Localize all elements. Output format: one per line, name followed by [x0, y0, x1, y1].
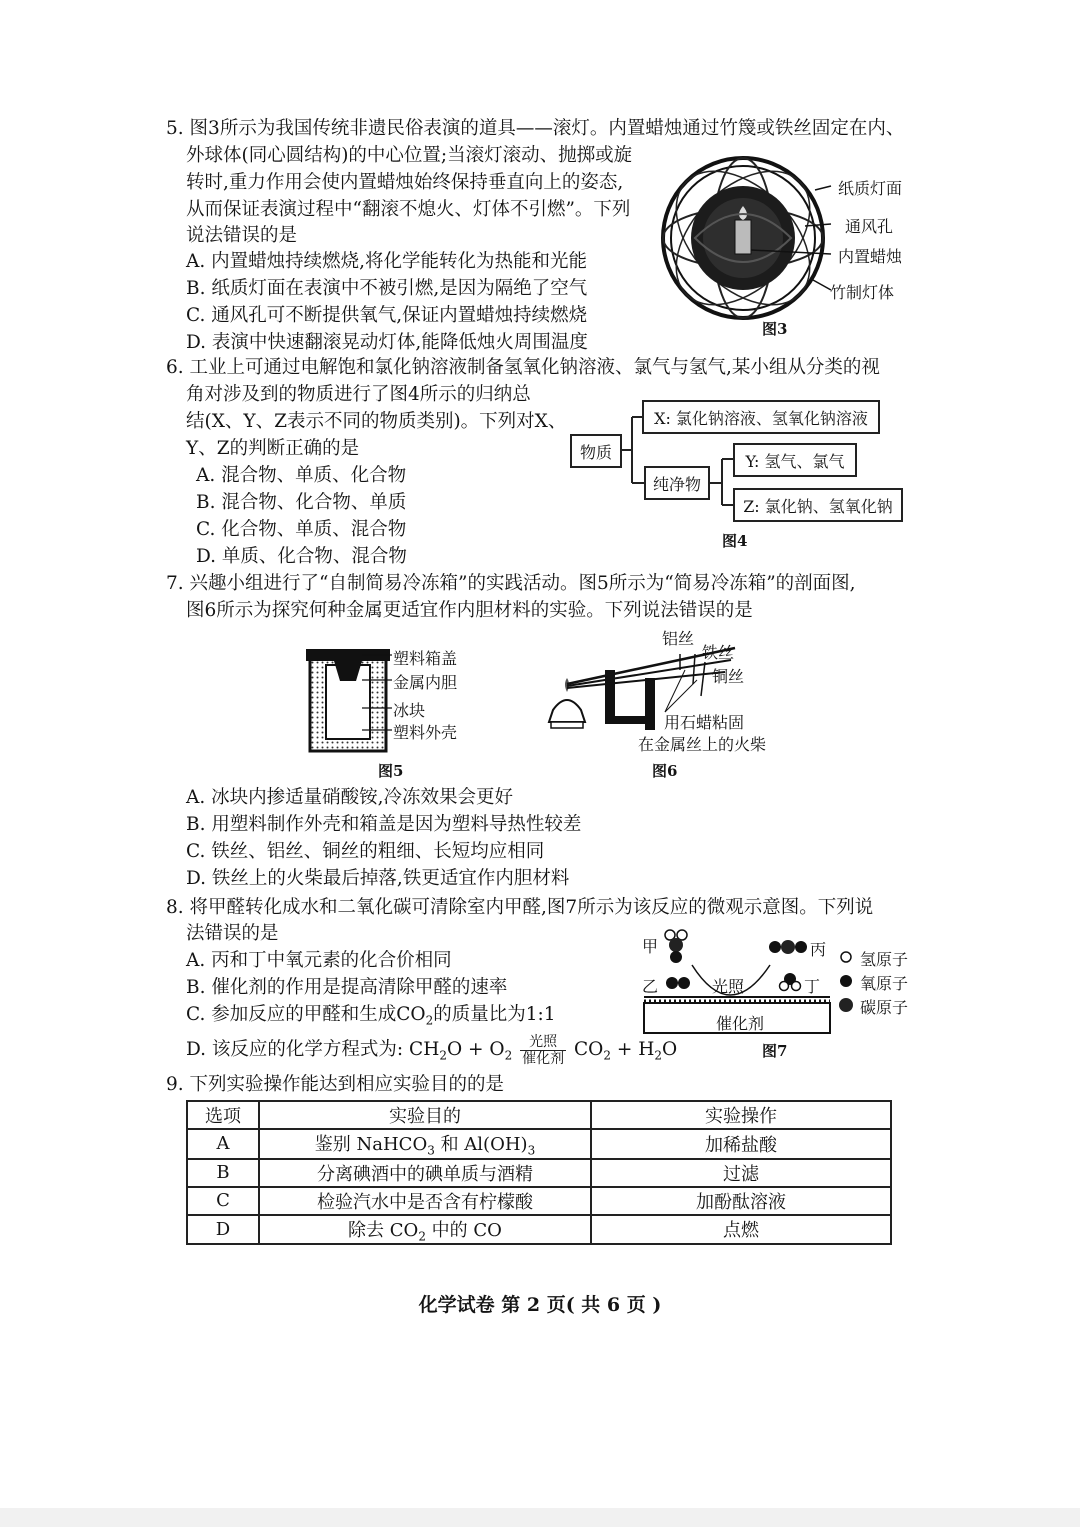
- q8-d-sub2: 2: [504, 1048, 513, 1063]
- q6-option-c: C. 化合物、单质、混合物: [196, 519, 407, 540]
- q8-option-c-pre: C. 参加反应的甲醛和生成CO: [186, 1004, 426, 1025]
- fig3-label-paper: 纸质灯面: [838, 179, 903, 198]
- q9-row-a-goal-pre: 鉴别 NaHCO: [314, 1134, 428, 1155]
- fig4-z-box: Z: 氯化钠、氢氧化钠: [733, 488, 903, 522]
- q6-number: 6.: [166, 357, 184, 378]
- fig3-label-vent: 通风孔: [845, 217, 894, 236]
- fig7-jia-o-atom: [670, 951, 682, 963]
- fig7-label-jia: 甲: [642, 937, 659, 956]
- q7-line-2: 图6所示为探究何种金属更适宜作内胆材料的实验。下列说法错误的是: [186, 600, 753, 621]
- fig6-label-cu: 铜丝: [712, 667, 745, 686]
- fig5-label-lid: 塑料箱盖: [393, 649, 458, 668]
- fig7-label-light: 光照: [712, 977, 745, 996]
- table-row: [187, 1129, 891, 1159]
- fig7-jia-c-atom: [669, 938, 683, 952]
- q9-header-goal: 实验目的: [259, 1101, 591, 1129]
- fig7-legend-c: 碳原子: [860, 998, 909, 1017]
- fig7-legend-o: 氧原子: [860, 974, 909, 993]
- q8-option-d: [186, 1030, 677, 1076]
- q6-option-d: D. 单质、化合物、混合物: [196, 546, 407, 567]
- q5-option-a: A. 内置蜡烛持续燃烧,将化学能转化为热能和光能: [186, 251, 588, 272]
- q8-d-post1: CO: [574, 1039, 604, 1060]
- q8-d-cond-top: 光照: [520, 1034, 566, 1051]
- q7-text-1: 兴趣小组进行了“自制简易冷冻箱”的实践活动。图5所示为“简易冷冻箱”的剖面图,: [189, 573, 856, 594]
- fig7-ding-h2-atom: [792, 982, 801, 991]
- table-row: [187, 1159, 891, 1187]
- q7-line-1: [166, 572, 856, 596]
- q8-option-a: A. 丙和丁中氧元素的化合价相同: [186, 950, 452, 971]
- q9-header-operation: 实验操作: [591, 1101, 891, 1129]
- fig7-label-ding: 丁: [804, 977, 821, 996]
- q9-row-a-operation: 加稀盐酸: [591, 1129, 891, 1159]
- q5-text-1: 图3所示为我国传统非遗民俗表演的道具——滚灯。内置蜡烛通过竹篾或铁丝固定在内、: [189, 118, 905, 139]
- q8-d-mid: O + O: [446, 1039, 505, 1060]
- q8-line-2: 法错误的是: [186, 923, 279, 944]
- page-footer: 化学试卷 第 2 页( 共 6 页 ): [418, 1294, 662, 1316]
- q6-text-1: 工业上可通过电解饱和氯化钠溶液制备氢氧化钠溶液、氯气与氢气,某小组从分类的视: [189, 357, 880, 378]
- q5-line-2: 外球体(同心圆结构)的中心位置;当滚灯滚动、抛掷或旋: [186, 145, 633, 166]
- fig5-label-ice: 冰块: [393, 701, 426, 720]
- q6-line-1: [166, 356, 880, 380]
- q7-option-d: D. 铁丝上的火柴最后掉落,铁更适宜作内胆材料: [186, 868, 570, 889]
- q9-row-d-goal: [259, 1215, 591, 1245]
- q8-d-sub3: 2: [603, 1048, 611, 1063]
- legend-oxygen-icon: [840, 975, 852, 987]
- table-row: [187, 1187, 891, 1215]
- q9-row-a-goal-mid: 和 Al(OH): [434, 1134, 528, 1155]
- fig6-caption: 图6: [652, 762, 678, 780]
- q9-row-d-goal-sub: 2: [418, 1229, 426, 1244]
- q9-text: 下列实验操作能达到相应实验目的的是: [189, 1074, 505, 1095]
- q5-line-4: 从而保证表演过程中“翻滚不熄火、灯体不引燃”。下列: [186, 199, 631, 220]
- fig7-yi-o2-atom: [678, 977, 690, 989]
- figure-5-leaders: [362, 650, 392, 740]
- q8-option-c-post: 的质量比为1:1: [433, 1004, 556, 1025]
- fig4-root-box: 物质: [570, 434, 622, 468]
- q5-line-3: 转时,重力作用会使内置蜡烛始终保持垂直向上的姿态,: [186, 172, 624, 193]
- fig7-label-yi: 乙: [642, 977, 659, 996]
- q9-row-a-goal-sub2: 3: [527, 1143, 536, 1158]
- fig4-caption: 图4: [722, 532, 748, 550]
- fig6-label-wax: 用石蜡粘固: [664, 713, 745, 732]
- q8-d-pre: D. 该反应的化学方程式为: CH: [186, 1039, 440, 1060]
- fig4-x-box: X: 氯化钠溶液、氢氧化钠溶液: [642, 400, 880, 434]
- fig3-label-candle: 内置蜡烛: [838, 247, 903, 266]
- q6-option-b: B. 混合物、化合物、单质: [196, 492, 407, 513]
- q5-option-c: C. 通风孔可不断提供氧气,保证内置蜡烛持续燃烧: [186, 305, 588, 326]
- q9-row-d-option: D: [187, 1215, 259, 1245]
- fig7-legend-h: 氢原子: [860, 950, 909, 969]
- q5-option-d: D. 表演中快速翻滚晃动灯体,能降低烛火周围温度: [186, 332, 588, 353]
- q9-header-option: 选项: [187, 1101, 259, 1129]
- fig7-legend-icons: [838, 948, 858, 1018]
- q7-option-b: B. 用塑料制作外壳和箱盖是因为塑料导热性较差: [186, 814, 582, 835]
- fig7-label-bing: 丙: [810, 940, 827, 959]
- q9-row-a-goal-sub: 3: [427, 1143, 435, 1158]
- fig5-label-liner: 金属内胆: [393, 673, 458, 692]
- q5-number: 5.: [166, 118, 184, 139]
- q6-option-a: A. 混合物、单质、化合物: [196, 465, 407, 486]
- fig7-bing-o2-atom: [795, 941, 807, 953]
- q5-line-1: [166, 117, 904, 141]
- q7-option-a: A. 冰块内掺适量硝酸铵,冷冻效果会更好: [186, 787, 514, 808]
- q9-row-c-option: C: [187, 1187, 259, 1215]
- fig5-caption: 图5: [378, 762, 404, 780]
- q9-row-a-goal: [259, 1129, 591, 1159]
- q5-line-5: 说法错误的是: [186, 225, 298, 246]
- table-row: [187, 1215, 891, 1245]
- q9-table: [186, 1100, 892, 1245]
- fig5-label-shell: 塑料外壳: [393, 723, 458, 742]
- q9-row-c-operation: 加酚酞溶液: [591, 1187, 891, 1215]
- q8-d-condition: [520, 1034, 566, 1067]
- q7-option-c: C. 铁丝、铝丝、铜丝的粗细、长短均应相同: [186, 841, 545, 862]
- fig7-bing-o1-atom: [769, 941, 781, 953]
- fig7-ding-h1-atom: [780, 982, 789, 991]
- q9-row-b-goal: 分离碘酒中的碘单质与酒精: [259, 1159, 591, 1187]
- q7-number: 7.: [166, 573, 184, 594]
- q9-row-c-goal: 检验汽水中是否含有柠檬酸: [259, 1187, 591, 1215]
- q8-option-c-sub: 2: [425, 1013, 434, 1028]
- q8-option-c: [186, 1003, 556, 1033]
- q9-number: 9.: [166, 1074, 184, 1095]
- q6-line-3: 结(X、Y、Z表示不同的物质类别)。下列对X、: [186, 411, 567, 432]
- q6-line-4: Y、Z的判断正确的是: [186, 438, 360, 459]
- figure-3-lantern: [655, 150, 835, 330]
- q9-row-b-operation: 过滤: [591, 1159, 891, 1187]
- q8-text-1: 将甲醛转化成水和二氧化碳可清除室内甲醛,图7所示为该反应的微观示意图。下列说: [189, 897, 874, 918]
- q8-d-sub4: 2: [654, 1048, 663, 1063]
- q5-option-b: B. 纸质灯面在表演中不被引燃,是因为隔绝了空气: [186, 278, 588, 299]
- fig6-label-fe: 铁丝: [702, 643, 735, 662]
- q9-row-d-goal-pre: 除去 CO: [348, 1219, 419, 1241]
- legend-carbon-icon: [839, 998, 853, 1012]
- fig4-y-box: Y: 氢气、氯气: [733, 443, 857, 477]
- q8-number: 8.: [166, 897, 184, 918]
- fig7-bing-c-atom: [781, 940, 795, 954]
- q9-row-a-option: A: [187, 1129, 259, 1159]
- q9-header-row: [187, 1101, 891, 1129]
- fig6-label-al: 铝丝: [662, 629, 695, 648]
- legend-hydrogen-icon: [841, 952, 851, 962]
- fig7-caption: 图7: [762, 1042, 788, 1060]
- q8-line-1: [166, 896, 873, 920]
- q8-d-cond-bot: 催化剂: [522, 1050, 565, 1067]
- q9-row-d-operation: 点燃: [591, 1215, 891, 1245]
- fig7-label-catalyst: 催化剂: [716, 1014, 765, 1033]
- q8-d-post3: O: [662, 1039, 678, 1060]
- fig4-pure-box: 纯净物: [644, 466, 710, 500]
- q8-option-b: B. 催化剂的作用是提高清除甲醛的速率: [186, 977, 508, 998]
- fig7-yi-o1-atom: [666, 977, 678, 989]
- q9-row-d-goal-mid: 中的 CO: [425, 1219, 502, 1241]
- scan-bottom-strip: [0, 1508, 1080, 1527]
- fig6-label-match: 在金属丝上的火柴: [638, 735, 767, 754]
- fig3-caption: 图3: [762, 320, 788, 338]
- q6-line-2: 角对涉及到的物质进行了图4所示的归纳总: [186, 384, 531, 405]
- fig3-label-frame: 竹制灯体: [830, 283, 895, 302]
- q9-row-b-option: B: [187, 1159, 259, 1187]
- q8-d-post2: + H: [610, 1039, 655, 1060]
- q9-line-1: [166, 1073, 504, 1097]
- q8-d-sub1: 2: [439, 1048, 447, 1063]
